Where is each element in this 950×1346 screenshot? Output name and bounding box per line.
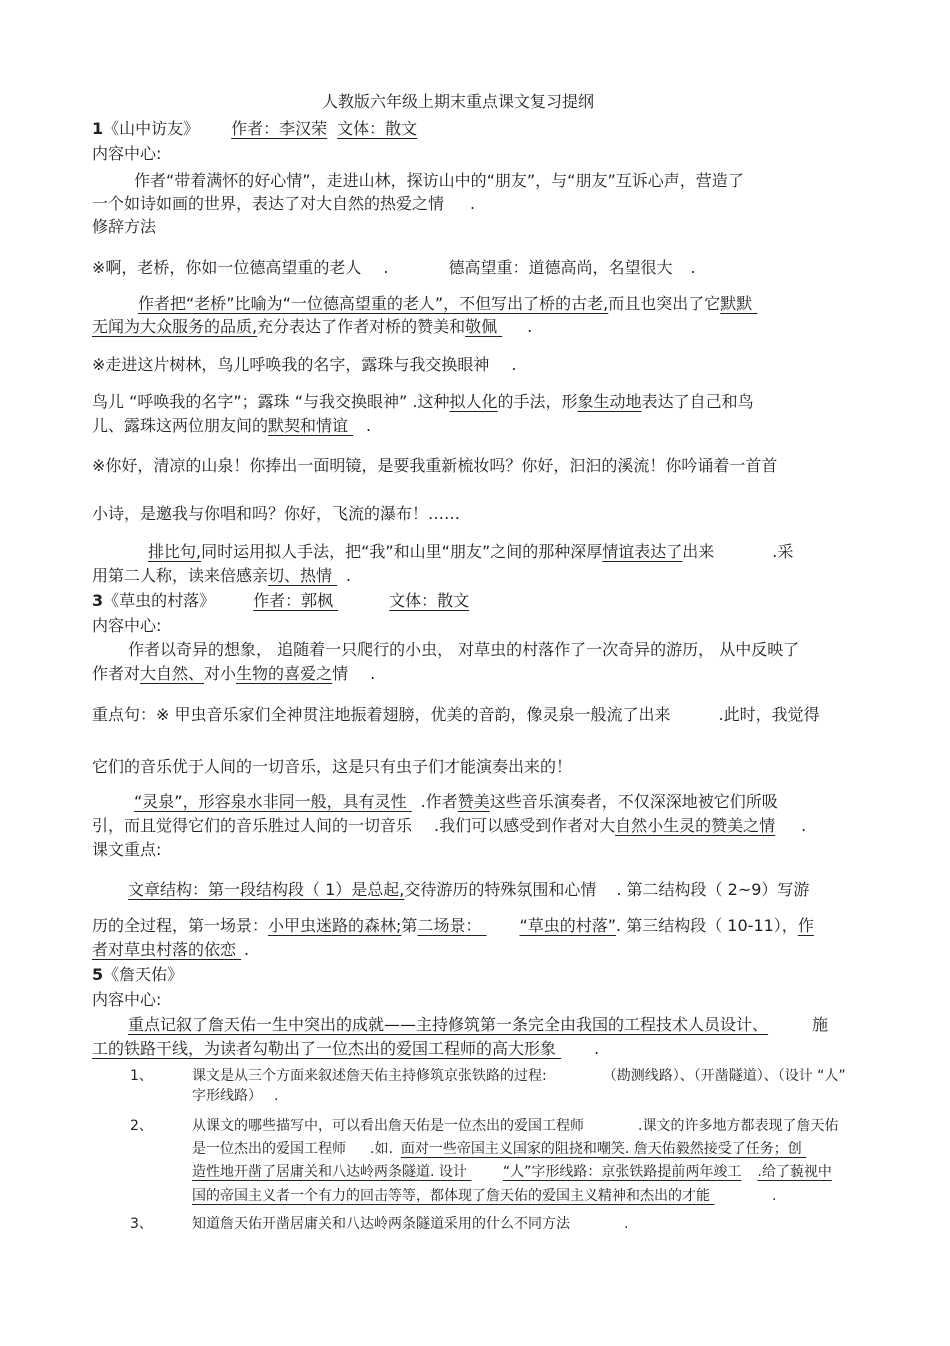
text: 用第二人称，读来倍感亲 [92, 566, 269, 585]
key-sentence [92, 704, 820, 726]
genre: 文体：散文 [337, 119, 418, 138]
text: . [801, 816, 807, 835]
list-item-number: 1、 [130, 1068, 153, 1084]
text: 者对草虫村落的依恋 [92, 940, 237, 959]
text: 而且也突出了它 [608, 294, 721, 313]
text: 施 [812, 1015, 829, 1034]
text: 是一位杰出的爱国工程师 [192, 1141, 346, 1157]
text: 历的全过程，第一场景： [92, 916, 269, 935]
text: ※啊，老桥，你如一位德高望重的老人 [92, 258, 362, 277]
text: 交待游历的特殊氛围和心情 [404, 880, 597, 899]
quote-line [92, 354, 517, 376]
analysis-line [138, 293, 782, 315]
text: .课文的许多地方都表现了詹天佑 [638, 1118, 839, 1134]
text: 一个如诗如画的世界，表达了对大自然的热爱之情 [92, 194, 445, 213]
lesson-title: 《草虫的村落》 [103, 591, 216, 610]
list-item [192, 1186, 776, 1206]
author: 作者：李汉荣 [231, 119, 328, 138]
paragraph-line: 作者以奇异的想象， 追随着一只爬行的小虫， 对草虫的村落作了一次奇异的游历， 从中反映了 [128, 640, 800, 659]
lesson-title: 《山中访友》 [103, 119, 200, 138]
genre: 文体：散文 [389, 591, 470, 610]
text: . [366, 416, 372, 435]
focus-label: 课文重点: [92, 840, 162, 859]
definition: 德高望重：道德高尚，名望很大 [448, 258, 673, 277]
section-number: 1 [92, 119, 104, 138]
analysis-line [134, 791, 778, 813]
text: . [772, 1188, 777, 1204]
text: “人”字形线路：京张铁路提前两年竣工 [502, 1164, 742, 1180]
text: 切、热情 [268, 566, 333, 585]
text: 大自然、 [140, 664, 205, 683]
text: . [527, 317, 533, 336]
lesson-title: 《詹天佑》 [103, 965, 184, 984]
text: 情谊表达了 [602, 542, 683, 561]
analysis-line [92, 316, 532, 338]
rhetoric-label: 修辞方法 [92, 217, 157, 236]
analysis-line [92, 565, 351, 587]
text: 无闻为大众服务的品质, [92, 317, 258, 336]
text: “草虫的村落” [519, 916, 617, 935]
list-item-number: 3、 [130, 1216, 153, 1232]
text: 同时运用拟人手法，把“我”和山里“朋友”之间的那种深厚 [201, 542, 603, 561]
text: 生物的 [236, 664, 285, 683]
content-label: 内容中心: [92, 616, 162, 635]
text: 默默 [720, 294, 753, 313]
text: 第 [401, 916, 418, 935]
content-label: 内容中心: [92, 990, 162, 1009]
text: 对小 [204, 664, 237, 683]
text: 面对一些帝国主义国家的阻挠和嘲笑. 詹天佑毅然接受了任务；创 [400, 1141, 802, 1157]
text: 的手法，形 [497, 392, 578, 411]
analysis-line [148, 541, 793, 563]
paragraph-line: 作者“带着满怀的好心情”，走进山林，探访山中的“朋友”，与“朋友”互诉心声，营造了 [134, 171, 744, 190]
text: 默契和情谊 [268, 416, 349, 435]
list-item-number: 2、 [130, 1118, 153, 1134]
text: .此时，我觉得 [718, 705, 820, 724]
text: . [346, 566, 352, 585]
analysis-line [92, 415, 371, 437]
text: . 第二结构段（ 2~9）写游 [616, 880, 810, 899]
list-item [192, 1086, 278, 1106]
section-number: 5 [92, 965, 104, 984]
text: . [370, 664, 376, 683]
text: 自然小生灵的赞美之情 [615, 816, 776, 835]
text: 排比句, [148, 542, 202, 561]
text: 儿、露珠这两位朋友间的 [92, 416, 269, 435]
text: 从课文的哪些描写中，可以看出詹天佑是一位杰出的爱国工程师 [192, 1118, 584, 1134]
list-item [192, 1139, 834, 1159]
text: 鸟儿 “呼唤我的名字”；露珠 “与我交换眼神” .这种 [92, 392, 450, 411]
text: .我们可以感受到作者对大 [434, 816, 616, 835]
text: 作者对 [92, 664, 141, 683]
text: 课文是从三个方面来叙述詹天佑主持修筑京张铁路的过程: [192, 1068, 547, 1084]
text: 作者把“老桥”比喻为“一位德高望重的老人”，不但写出了桥的 [138, 294, 572, 313]
paragraph-line [92, 663, 375, 685]
section-3-heading [92, 590, 469, 612]
text: 造性地开凿了居庸关和八达岭两条隧道. 设计 [192, 1164, 467, 1180]
analysis-line [92, 391, 754, 413]
text: 重点记叙了詹天佑一生中突出的成就——主持修筑第一条完全由我国的工程技术人员设计、 [128, 1015, 769, 1034]
page-title: 人教版六年级上期末重点课文复习提纲 [322, 92, 595, 111]
list-item [192, 1066, 846, 1086]
text: （勘测线路）、（开凿隧道）、（设计 “人” [602, 1068, 846, 1084]
list-item [192, 1116, 838, 1136]
text: .采 [772, 542, 794, 561]
text: . [470, 194, 476, 213]
text: . [690, 258, 696, 277]
quote-line: 小诗，是邀我与你唱和吗？你好，飞流的瀑布！…… [92, 504, 461, 523]
analysis-line [92, 815, 806, 837]
structure-line [92, 915, 814, 937]
quote-line [92, 257, 696, 279]
text: . [244, 940, 250, 959]
paragraph-line [128, 1014, 828, 1036]
text: 情 [332, 664, 349, 683]
list-item [192, 1162, 832, 1182]
list-item [192, 1214, 628, 1234]
text: 工的铁路干线，为读者勾勒出了一位杰出的爱国工程师的高大形象 [92, 1039, 557, 1058]
paragraph-line [92, 193, 475, 215]
text: 表达了自己和鸟 [641, 392, 754, 411]
text: 这些音乐演奏者，不仅深深地被它们所吸 [489, 792, 778, 811]
text: .作者 [420, 792, 458, 811]
text: 古老, [571, 294, 609, 313]
text: . [383, 258, 389, 277]
text: 象生动地 [577, 392, 642, 411]
text: 作 [797, 916, 814, 935]
text: .如. [370, 1141, 393, 1157]
section-5-heading [92, 964, 183, 986]
structure-line [92, 939, 249, 961]
text: 文章结构：第一段结构段（ 1）是总起, [128, 880, 405, 899]
text: 重点句：※ 甲虫音乐家们全神贯注地振着翅膀，优美的音韵，像灵泉一般流了出来 [92, 705, 671, 724]
text: 小甲虫迷路的森林; [268, 916, 402, 935]
text: 字形线路） [192, 1088, 262, 1104]
author: 作者：郭枫 [253, 591, 334, 610]
text: . 第三结构段（ 10-11）， [616, 916, 798, 935]
text: . [274, 1088, 279, 1104]
text: ※走进这片树林，鸟儿呼唤我的名字，露珠与我交换眼神 [92, 355, 490, 374]
text: .给了藐视中 [757, 1164, 832, 1180]
content-label: 内容中心: [92, 144, 162, 163]
section-number: 3 [92, 591, 104, 610]
text: “灵泉”，形容泉水非同一般，具有灵性 [134, 792, 407, 811]
text: 拟人化 [449, 392, 498, 411]
text: 敬佩 [465, 317, 498, 336]
text: . [511, 355, 517, 374]
paragraph-line [92, 1038, 599, 1060]
text: 二场景： [417, 916, 482, 935]
key-sentence: 它们的音乐优于人间的一切音乐，这是只有虫子们才能演奏出来的！ [92, 757, 573, 776]
structure-line [128, 879, 809, 901]
text: . [624, 1216, 629, 1232]
text: 出来 [682, 542, 715, 561]
text: 充分表达了作者对桥的赞美和 [257, 317, 466, 336]
text: 赞美 [457, 792, 490, 811]
text: 喜爱之 [284, 664, 333, 683]
text: 引，而且觉得它们的音乐胜过人间的一切音乐 [92, 816, 413, 835]
quote-line: ※你好，清凉的山泉！你捧出一面明镜，是要我重新梳妆吗？你好，汩汩的溪流！你吟诵着一首首 [92, 456, 778, 475]
section-1-heading [92, 118, 417, 140]
text: 国的帝国主义者一个有力的回击等等，都体现了詹天佑的爱国主义精神和杰出的才能 [192, 1188, 710, 1204]
text: 知道詹天佑开凿居庸关和八达岭两条隧道采用的什么不同方法 [192, 1216, 570, 1232]
text: . [594, 1039, 600, 1058]
